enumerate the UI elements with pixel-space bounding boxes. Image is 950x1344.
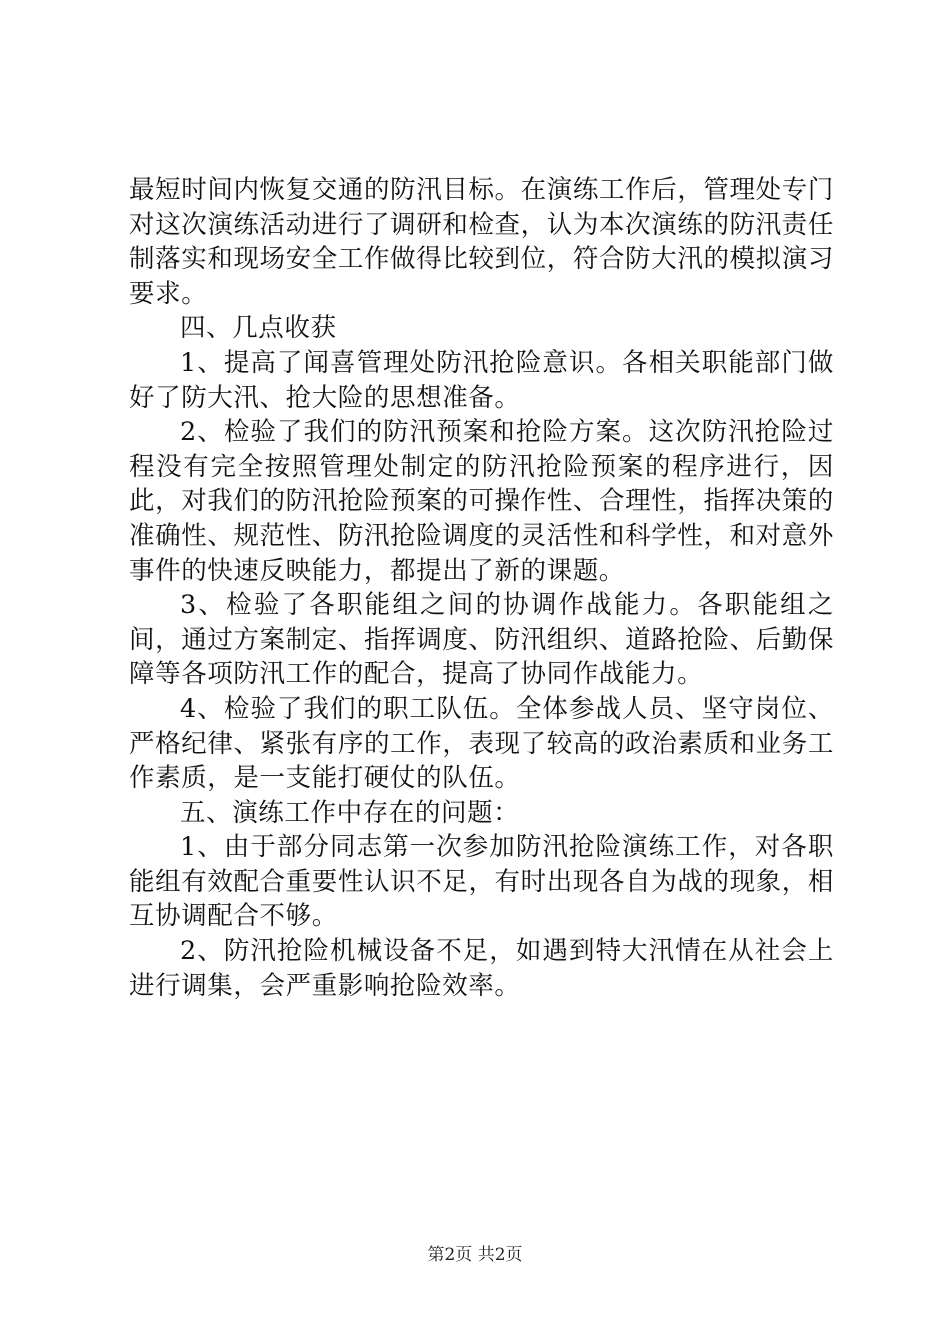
paragraph-problem-1: 1、由于部分同志第一次参加防汛抢险演练工作，对各职能组有效配合重要性认识不足，有时出现各自为战的现象，相互协调配合不够。 <box>129 832 834 932</box>
page-number-footer: 第2页 共2页 <box>427 1245 523 1265</box>
paragraph-gain-1: 1、提高了闻喜管理处防汛抢险意识。各相关职能部门做好了防大汛、抢大险的思想准备。 <box>129 347 834 413</box>
paragraph-gain-3: 3、检验了各职能组之间的协调作战能力。各职能组之间，通过方案制定、指挥调度、防汛组织、道路抢险、后勤保障等各项防汛工作的配合，提高了协同作战能力。 <box>129 590 834 690</box>
document-body <box>129 173 834 1003</box>
section-heading-problems: 五、演练工作中存在的问题： <box>180 797 520 828</box>
paragraph-problem-2: 2、防汛抢险机械设备不足，如遇到特大汛情在从社会上进行调集，会严重影响抢险效率。 <box>129 936 834 1001</box>
paragraph-continuation: 最短时间内恢复交通的防汛目标。在演练工作后，管理处专门对这次演练活动进行了调研和检查，认为本次演练的防汛责任制落实和现场安全工作做得比较到位，符合防大汛的模拟演习要求。 <box>129 175 834 309</box>
paragraph-gain-4: 4、检验了我们的职工队伍。全体参战人员、坚守岗位、严格纪律、紧张有序的工作，表现了较高的政治素质和业务工作素质，是一支能打硬仗的队伍。 <box>129 693 834 794</box>
paragraph-gain-2: 2、检验了我们的防汛预案和抢险方案。这次防汛抢险过程没有完全按照管理处制定的防汛抢险预案的程序进行，因此，对我们的防汛抢险预案的可操作性、合理性，指挥决策的准确性、规范性、防汛抢险调度的灵活性和科学性，和对意外事件的快速反映能力，都提出了新的课题。 <box>129 417 834 586</box>
section-heading-gains: 四、几点收获 <box>180 313 337 344</box>
